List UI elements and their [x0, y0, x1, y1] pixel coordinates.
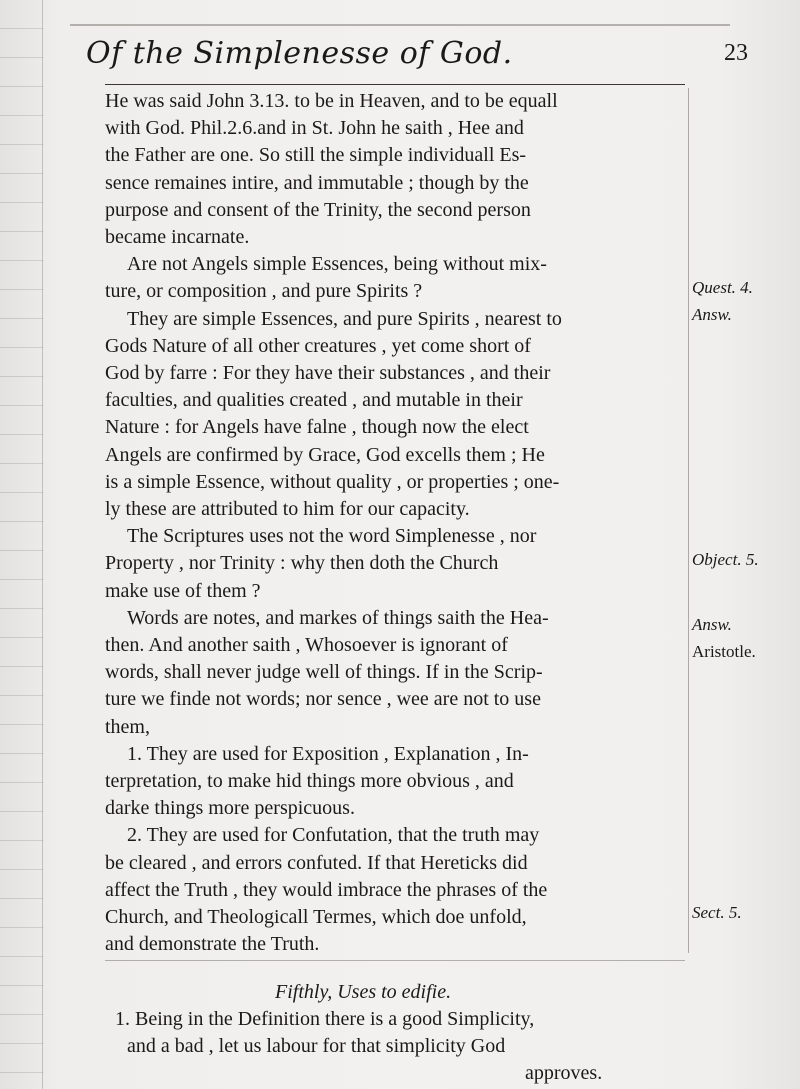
text-line: make use of them ?	[105, 579, 261, 602]
text-line: He was said John 3.13. to be in Heaven, and to be equall	[105, 90, 558, 112]
text-line: Gods Nature of all other creatures , yet come short of	[105, 334, 531, 357]
text-line: ture, or composition , and pure Spirits ?	[105, 280, 423, 303]
text-line: Are not Angels simple Essences, being without mix-	[127, 253, 547, 276]
text-line: the Father are one. So still the simple individuall Es-	[105, 144, 527, 167]
text-line: affect the Truth , they would imbrace the phrases of the	[105, 878, 548, 901]
margin-divider	[688, 88, 689, 953]
margin-note-section: Sect. 5.	[692, 903, 742, 922]
text-line: Words are notes, and markes of things saith the Hea-	[127, 606, 549, 629]
margin-note-question: Quest. 4.	[692, 278, 753, 297]
text-line: them,	[105, 715, 150, 738]
text-line: They are simple Essences, and pure Spirits , nearest to	[127, 307, 562, 330]
margin-note-aristotle: Aristotle.	[692, 642, 756, 661]
top-rule	[70, 24, 730, 26]
section-heading: Fifthly, Uses to edifie.	[275, 980, 452, 1003]
margin-note-answer: Answ.	[692, 305, 732, 324]
text-line: The Scriptures uses not the word Simplenesse , nor	[127, 525, 537, 548]
margin-note-answer: Answ.	[692, 615, 732, 634]
text-line: purpose and consent of the Trinity, the second person	[105, 198, 531, 221]
text-line: Angels are confirmed by Grace, God excells them ; He	[105, 443, 545, 466]
text-line: and demonstrate the Truth.	[105, 933, 320, 956]
text-line: 2. They are used for Confutation, that the truth may	[127, 824, 540, 847]
text-line: ture we finde not words; nor sence , wee are not to use	[105, 688, 541, 711]
text-line: became incarnate.	[105, 226, 250, 249]
binding-edge	[0, 0, 43, 1089]
text-line: with God. Phil.2.6.and in St. John he saith , Hee and	[105, 117, 524, 140]
text-line: darke things more perspicuous.	[105, 797, 355, 820]
text-line: approves.	[525, 1062, 603, 1085]
text-line: sence remaines intire, and immutable ; though by the	[105, 171, 529, 194]
text-line: is a simple Essence, without quality , or properties ; one-	[105, 470, 560, 493]
text-line: God by farre : For they have their substances , and their	[105, 362, 551, 385]
margin-note-objection: Object. 5.	[692, 550, 759, 569]
text-line: ly these are attributed to him for our capacity.	[105, 498, 470, 521]
text-line: faculties, and qualities created , and mutable in their	[105, 389, 523, 412]
text-line: Church, and Theologicall Termes, which doe unfold,	[105, 906, 527, 929]
text-line: and a bad , let us labour for that simplicity God	[127, 1034, 506, 1057]
running-title: Of the Simplenesse of God.	[86, 36, 513, 71]
text-line: be cleared , and errors confuted. If that Hereticks did	[105, 851, 528, 874]
page-number: 23	[724, 40, 748, 66]
header-rule	[105, 84, 685, 85]
paragraph-gap	[105, 959, 685, 979]
page-header	[60, 34, 760, 78]
bottom-rule	[105, 960, 685, 961]
text-line: Property , nor Trinity : why then doth the Church	[105, 552, 499, 575]
text-line: 1. They are used for Exposition , Explanation , In-	[127, 742, 529, 765]
text-line: Nature : for Angels have falne , though now the elect	[105, 416, 529, 439]
body-text	[105, 88, 685, 1087]
text-line: then. And another saith , Whosoever is ignorant of	[105, 634, 508, 657]
text-line: terpretation, to make hid things more obvious , and	[105, 770, 514, 793]
text-line: 1. Being in the Definition there is a good Simplicity,	[115, 1007, 535, 1030]
text-line: words, shall never judge well of things. If in the Scrip-	[105, 661, 543, 684]
